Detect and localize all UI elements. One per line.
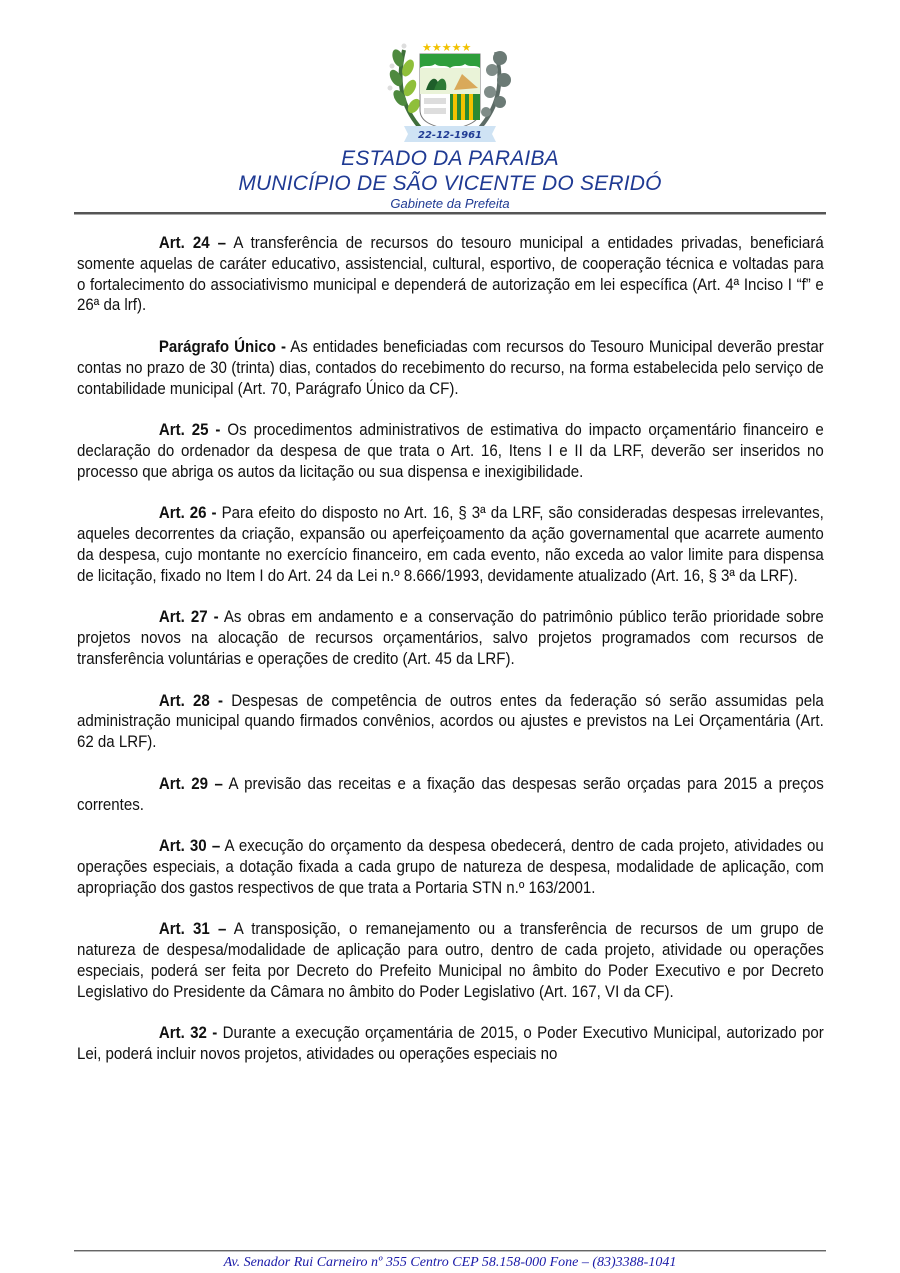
article-paragraph [77,607,824,669]
right-branch-icon [478,51,511,130]
article-paragraph [77,420,824,482]
article-text: A execução do orçamento da despesa obedecerá, dentro de cada projeto, atividades ou operações especiais, a dotação fixada a cada grupo de natureza de despesa, modalidade de aplicação, com apropriação dos gastos respectivos de que trata a Portaria STN n.º 163/2001. [77,837,824,897]
stars-icon [422,41,471,54]
article-paragraph [77,233,824,316]
header-municipality-title: MUNICÍPIO DE SÃO VICENTE DO SERIDÓ [238,172,662,195]
header-state-title: ESTADO DA PARAIBA [341,147,559,170]
article-paragraph [77,1023,824,1065]
municipal-crest-logo [382,38,518,144]
footer-divider [74,1250,826,1252]
document-body [77,233,824,1086]
article-text: Para efeito do disposto no Art. 16, § 3ª da LRF, são consideradas despesas irrelevantes, aqueles decorrentes da criação, expansão ou aperfeiçoamento da ação governamental que acarrete aumento da despesa, cujo montante no exercício financeiro, em cada evento, não exceda ao valor limite para dispensa de licitação, fixado no Item I do Art. 24 da Lei n.º 8.666/1993, devidamente atualizado (Art. 16, § 3ª da LRF). [77,504,824,585]
article-label: Art. 27 - [158,608,219,627]
article-text: Os procedimentos administrativos de estimativa do impacto orçamentário financeiro e declaração do ordenador da despesa de que trata o Art. 16, Itens I e II da LRF, deverão ser inseridos no processo que abriga os autos da licitação ou sua dispensa e inexigibilidade. [77,421,824,481]
article-paragraph [77,691,824,753]
article-paragraph [77,919,824,1002]
article-text: A transposição, o remanejamento ou a transferência de recursos de um grupo de natureza de despesa/modalidade de aplicação para outro, dentro de cada projeto, atividade ou operações especiais, poderá ser feita por Decreto do Prefeito Municipal no âmbito do Poder Executivo e por Decreto Legislativo do Presidente da Câmara no âmbito do Poder Legislativo (Art. 167, VI da CF). [77,920,824,1001]
article-text: As entidades beneficiadas com recursos do Tesouro Municipal deverão prestar contas no prazo de 30 (trinta) dias, contados do recebimento do recurso, na forma estabelecida pelo serviço de contabilidade municipal (Art. 70, Parágrafo Único da CF). [77,337,824,398]
article-label: Art. 30 – [158,837,221,856]
article-label: Art. 32 - [158,1024,218,1043]
footer-address: Av. Senador Rui Carneiro nº 355 Centro CEP 58.158-000 Fone – (83)3388-1041 [223,1255,677,1270]
left-branch-icon [387,44,423,131]
article-paragraph [77,503,824,586]
header-office-subtitle: Gabinete da Prefeita [390,196,510,211]
article-text: As obras em andamento e a conservação do patrimônio público terão prioridade sobre projetos novos na alocação de recursos orçamentários, salvo projetos programados com recursos de transferência voluntárias e operações de credito (Art. 45 da LRF). [77,608,824,668]
article-text: Despesas de competência de outros entes da federação só serão assumidas pela administração municipal quando firmados convênios, acordos ou ajustes e previstos na Lei Orçamentária (Art. 62 da LRF). [77,691,824,752]
svg-text:★★★★★: ★★★★★ [422,41,472,54]
article-text: A transferência de recursos do tesouro municipal a entidades privadas, beneficiará somente aquelas de caráter educativo, assistencial, cultural, esportivo, de cooperação técnica e voltadas para o fortalecimento do associativismo municipal e dependerá de autorização em lei específica (Art. 4ª Inciso I “f” e 26ª da lrf). [77,234,824,315]
article-label: Parágrafo Único - [158,337,287,356]
article-label: Art. 25 - [158,421,221,440]
article-label: Art. 29 – [158,774,223,793]
article-paragraph [77,774,824,816]
crest-date: 22-12-1961 [418,130,482,141]
article-paragraph [77,337,824,399]
article-label: Art. 28 - [158,691,223,710]
article-text: Durante a execução orçamentária de 2015, o Poder Executivo Municipal, autorizado por Lei, poderá incluir novos projetos, atividades ou operações especiais no [77,1024,824,1064]
article-text: A previsão das receitas e a fixação das despesas serão orçadas para 2015 a preços correntes. [77,774,824,814]
article-label: Art. 26 - [158,504,217,523]
article-paragraph [77,836,824,898]
article-label: Art. 24 – [158,234,227,252]
shield-icon [420,54,480,130]
article-label: Art. 31 – [158,920,227,939]
date-ribbon [404,126,496,142]
header-divider [74,212,826,215]
